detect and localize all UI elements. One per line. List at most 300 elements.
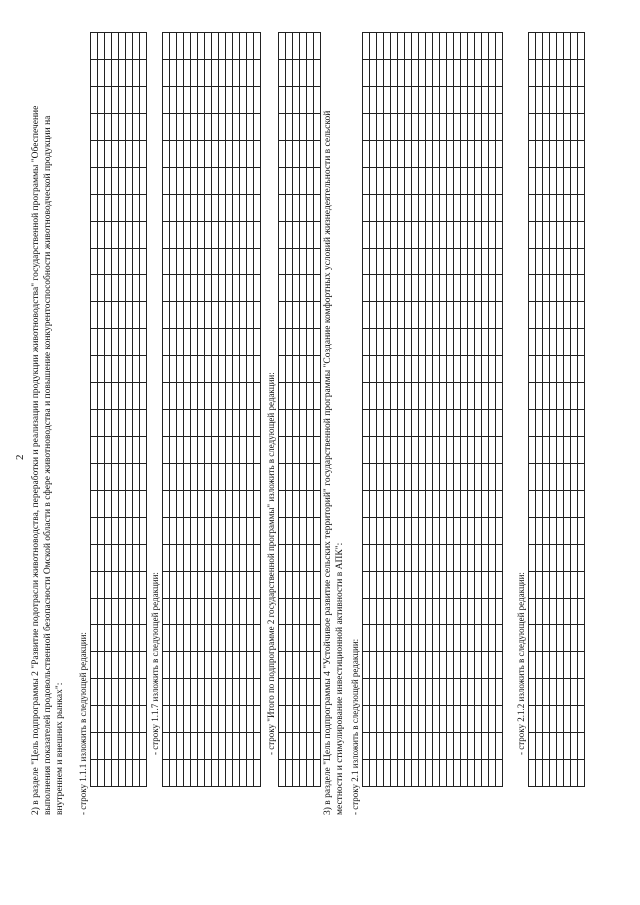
table-cell <box>198 60 205 87</box>
table-row <box>557 33 564 787</box>
table-cell <box>564 544 571 571</box>
table-cell <box>140 544 147 571</box>
table-cell <box>140 706 147 733</box>
table-cell <box>240 706 247 733</box>
table-cell <box>98 87 105 114</box>
table-cell <box>578 248 585 275</box>
table-cell <box>226 33 233 60</box>
table-cell <box>300 517 307 544</box>
table-cell <box>461 463 468 490</box>
table-cell <box>578 33 585 60</box>
table-cell <box>226 87 233 114</box>
table-cell <box>119 625 126 652</box>
table-cell <box>433 733 440 760</box>
table-cell <box>564 329 571 356</box>
table-cell <box>405 87 412 114</box>
table-cell <box>247 33 254 60</box>
table-cell <box>133 437 140 464</box>
table-cell <box>412 140 419 167</box>
table-cell <box>571 356 578 383</box>
table-cell <box>140 33 147 60</box>
table-cell <box>126 221 133 248</box>
table-row <box>468 33 475 787</box>
table-cell <box>454 625 461 652</box>
table-cell <box>454 248 461 275</box>
table-cell <box>482 733 489 760</box>
table-cell <box>370 598 377 625</box>
table-cell <box>536 544 543 571</box>
table-cell <box>91 356 98 383</box>
table-cell <box>419 437 426 464</box>
table-cell <box>170 383 177 410</box>
table-cell <box>412 598 419 625</box>
table-cell <box>426 598 433 625</box>
table-cell <box>489 87 496 114</box>
table-cell <box>112 652 119 679</box>
table-cell <box>468 87 475 114</box>
table-cell <box>300 383 307 410</box>
table-cell <box>170 571 177 598</box>
table-cell <box>314 410 321 437</box>
table-cell <box>233 194 240 221</box>
table-cell <box>496 329 503 356</box>
table-cell <box>384 356 391 383</box>
table-cell <box>191 544 198 571</box>
table-cell <box>226 571 233 598</box>
table-cell <box>557 437 564 464</box>
table-cell <box>286 60 293 87</box>
table-cell <box>233 598 240 625</box>
table-cell <box>112 571 119 598</box>
table-cell <box>419 33 426 60</box>
table-cell <box>447 113 454 140</box>
table-cell <box>489 33 496 60</box>
table-cell <box>550 302 557 329</box>
table-cell <box>279 437 286 464</box>
table-cell <box>314 140 321 167</box>
table-cell <box>440 625 447 652</box>
table-cell <box>377 652 384 679</box>
table-cell <box>170 87 177 114</box>
label-row-2-1: - строку 2.1 изложить в следующей редакции: <box>350 638 360 815</box>
table-cell <box>205 598 212 625</box>
table-cell <box>384 167 391 194</box>
table-cell <box>405 490 412 517</box>
table-cell <box>543 463 550 490</box>
table-cell <box>307 221 314 248</box>
table-cell <box>212 140 219 167</box>
table-cell <box>170 706 177 733</box>
table-cell <box>496 463 503 490</box>
table-cell <box>184 625 191 652</box>
table-cell <box>412 248 419 275</box>
table-cell <box>184 733 191 760</box>
table-cell <box>468 652 475 679</box>
table-cell <box>489 544 496 571</box>
table-cell <box>550 248 557 275</box>
table-cell <box>412 194 419 221</box>
table-cell <box>398 275 405 302</box>
table-cell <box>140 760 147 787</box>
table-cell <box>440 652 447 679</box>
table-cell <box>240 544 247 571</box>
table-cell <box>279 706 286 733</box>
table-cell <box>571 706 578 733</box>
table-row <box>370 33 377 787</box>
table-cell <box>91 598 98 625</box>
table-cell <box>212 302 219 329</box>
table-cell <box>412 544 419 571</box>
table-cell <box>219 113 226 140</box>
table-cell <box>377 571 384 598</box>
table-cell <box>198 356 205 383</box>
table-cell <box>198 383 205 410</box>
table-cell <box>293 544 300 571</box>
table-cell <box>300 356 307 383</box>
table-cell <box>126 733 133 760</box>
table-cell <box>419 194 426 221</box>
table-cell <box>496 410 503 437</box>
table-cell <box>391 275 398 302</box>
table-cell <box>405 60 412 87</box>
table-cell <box>112 302 119 329</box>
table-cell <box>412 733 419 760</box>
table-cell <box>370 652 377 679</box>
table-cell <box>536 87 543 114</box>
table-cell <box>419 706 426 733</box>
table-cell <box>482 652 489 679</box>
table-cell <box>543 221 550 248</box>
table-cell <box>177 113 184 140</box>
table-cell <box>468 356 475 383</box>
table-cell <box>433 383 440 410</box>
table-cell <box>233 733 240 760</box>
table-cell <box>496 490 503 517</box>
table-cell <box>307 544 314 571</box>
table-cell <box>307 194 314 221</box>
table-cell <box>419 463 426 490</box>
table-cell <box>377 410 384 437</box>
table-cell <box>454 33 461 60</box>
table-cell <box>461 733 468 760</box>
table-cell <box>391 302 398 329</box>
table-cell <box>529 356 536 383</box>
table-cell <box>564 760 571 787</box>
table-cell <box>98 679 105 706</box>
table-cell <box>191 33 198 60</box>
table-cell <box>126 248 133 275</box>
table-cell <box>163 544 170 571</box>
table-cell <box>405 383 412 410</box>
table-cell <box>578 221 585 248</box>
table-cell <box>177 356 184 383</box>
table-cell <box>91 625 98 652</box>
table-cell <box>405 652 412 679</box>
table-cell <box>254 598 261 625</box>
table-cell <box>184 706 191 733</box>
table-cell <box>384 329 391 356</box>
table-cell <box>391 140 398 167</box>
table-cell <box>419 571 426 598</box>
table-cell <box>529 302 536 329</box>
table-row <box>412 33 419 787</box>
table-cell <box>475 221 482 248</box>
table-cell <box>119 248 126 275</box>
table-cell <box>140 679 147 706</box>
table-cell <box>468 598 475 625</box>
table-cell <box>543 679 550 706</box>
table-cell <box>219 706 226 733</box>
table-cell <box>529 652 536 679</box>
table-cell <box>314 706 321 733</box>
table-cell <box>219 140 226 167</box>
table-cell <box>293 356 300 383</box>
table-cell <box>177 167 184 194</box>
table-cell <box>191 221 198 248</box>
table-cell <box>163 517 170 544</box>
table-row <box>391 33 398 787</box>
table-cell <box>419 248 426 275</box>
table-cell <box>550 87 557 114</box>
table-cell <box>286 706 293 733</box>
table-cell <box>119 437 126 464</box>
table-cell <box>426 221 433 248</box>
table-cell <box>475 679 482 706</box>
table-cell <box>133 275 140 302</box>
table-cell <box>240 679 247 706</box>
table-cell <box>468 544 475 571</box>
table-cell <box>405 598 412 625</box>
table-cell <box>384 410 391 437</box>
table-cell <box>163 383 170 410</box>
table-cell <box>205 167 212 194</box>
table-cell <box>454 652 461 679</box>
table-cell <box>550 490 557 517</box>
table-cell <box>184 140 191 167</box>
table-cell <box>279 140 286 167</box>
table-cell <box>105 302 112 329</box>
table-row <box>126 33 133 787</box>
table-cell <box>98 437 105 464</box>
table-cell <box>426 410 433 437</box>
table-cell <box>300 140 307 167</box>
table-cell <box>377 463 384 490</box>
table-cell <box>140 571 147 598</box>
table-cell <box>482 248 489 275</box>
table-cell <box>377 113 384 140</box>
table-cell <box>314 221 321 248</box>
table-cell <box>133 302 140 329</box>
table-cell <box>363 87 370 114</box>
table-cell <box>226 517 233 544</box>
table-cell <box>184 598 191 625</box>
table-cell <box>419 275 426 302</box>
table-cell <box>119 329 126 356</box>
table-cell <box>412 356 419 383</box>
table-cell <box>184 302 191 329</box>
table-cell <box>412 652 419 679</box>
table-cell <box>550 383 557 410</box>
table-cell <box>447 167 454 194</box>
table-cell <box>293 140 300 167</box>
table-cell <box>370 194 377 221</box>
table-cell <box>529 167 536 194</box>
table-cell <box>91 113 98 140</box>
table-cell <box>184 679 191 706</box>
table-row-2-1 <box>362 32 503 787</box>
table-cell <box>419 733 426 760</box>
table-cell <box>105 167 112 194</box>
table-cell <box>550 706 557 733</box>
table-cell <box>254 302 261 329</box>
table-cell <box>307 113 314 140</box>
table-cell <box>191 571 198 598</box>
table-cell <box>557 517 564 544</box>
table-cell <box>293 221 300 248</box>
table-cell <box>212 679 219 706</box>
table-cell <box>543 60 550 87</box>
table-cell <box>226 706 233 733</box>
table-cell <box>293 275 300 302</box>
table-cell <box>461 140 468 167</box>
table-cell <box>91 571 98 598</box>
table-cell <box>391 760 398 787</box>
table-cell <box>557 113 564 140</box>
table-cell <box>314 87 321 114</box>
table-cell <box>279 167 286 194</box>
table-cell <box>119 275 126 302</box>
table-cell <box>447 517 454 544</box>
table-cell <box>578 733 585 760</box>
table-cell <box>126 463 133 490</box>
table-cell <box>557 248 564 275</box>
table-cell <box>564 248 571 275</box>
table-cell <box>293 302 300 329</box>
table-cell <box>133 733 140 760</box>
table-cell <box>440 598 447 625</box>
table-cell <box>279 517 286 544</box>
table-cell <box>119 194 126 221</box>
table-cell <box>363 113 370 140</box>
table-cell <box>300 410 307 437</box>
table-cell <box>419 302 426 329</box>
table-cell <box>536 706 543 733</box>
table-cell <box>133 60 140 87</box>
table-cell <box>163 33 170 60</box>
table-cell <box>578 544 585 571</box>
table-cell <box>177 598 184 625</box>
table-cell <box>226 383 233 410</box>
table-cell <box>391 87 398 114</box>
table-cell <box>279 463 286 490</box>
table-cell <box>489 140 496 167</box>
table-cell <box>489 329 496 356</box>
table-cell <box>543 302 550 329</box>
table-cell <box>184 760 191 787</box>
table-cell <box>163 463 170 490</box>
table-cell <box>307 706 314 733</box>
table-cell <box>398 329 405 356</box>
table-cell <box>140 221 147 248</box>
table-cell <box>384 652 391 679</box>
table-cell <box>314 733 321 760</box>
table-cell <box>419 356 426 383</box>
table-cell <box>233 544 240 571</box>
table-cell <box>496 302 503 329</box>
table-cell <box>363 652 370 679</box>
table-cell <box>254 544 261 571</box>
table-cell <box>557 60 564 87</box>
table-cell <box>412 329 419 356</box>
table-cell <box>177 517 184 544</box>
table-row <box>440 33 447 787</box>
table-cell <box>363 463 370 490</box>
table-cell <box>363 437 370 464</box>
table-cell <box>247 275 254 302</box>
table-cell <box>571 194 578 221</box>
table-cell <box>475 571 482 598</box>
table-cell <box>279 625 286 652</box>
table-cell <box>233 410 240 437</box>
table-cell <box>91 167 98 194</box>
table-cell <box>398 760 405 787</box>
table-cell <box>279 679 286 706</box>
table-cell <box>377 60 384 87</box>
table-cell <box>240 733 247 760</box>
table-cell <box>286 437 293 464</box>
table-cell <box>529 248 536 275</box>
table-cell <box>286 679 293 706</box>
table-cell <box>571 490 578 517</box>
table-cell <box>219 275 226 302</box>
table-cell <box>240 652 247 679</box>
table-cell <box>198 87 205 114</box>
table-cell <box>398 33 405 60</box>
table-cell <box>254 760 261 787</box>
table-row <box>279 33 286 787</box>
table-cell <box>112 60 119 87</box>
table-cell <box>454 113 461 140</box>
table-cell <box>240 490 247 517</box>
table-cell <box>126 60 133 87</box>
table-cell <box>454 679 461 706</box>
table-cell <box>454 302 461 329</box>
table-cell <box>447 598 454 625</box>
table-cell <box>419 113 426 140</box>
table-cell <box>91 544 98 571</box>
table-cell <box>475 733 482 760</box>
table-row <box>314 33 321 787</box>
table-cell <box>286 625 293 652</box>
table-row <box>119 33 126 787</box>
table-cell <box>496 517 503 544</box>
table-cell <box>293 410 300 437</box>
table-cell <box>226 275 233 302</box>
table-cell <box>112 598 119 625</box>
table-cell <box>550 571 557 598</box>
table-cell <box>543 383 550 410</box>
table-cell <box>212 383 219 410</box>
table-cell <box>219 517 226 544</box>
table-cell <box>307 760 314 787</box>
table-cell <box>363 302 370 329</box>
table-cell <box>405 33 412 60</box>
table-cell <box>307 517 314 544</box>
label-row-1-1-1: - строку 1.1.1 изложить в следующей редакции: <box>78 632 88 815</box>
table-cell <box>461 383 468 410</box>
table-cell <box>412 221 419 248</box>
table-cell <box>240 60 247 87</box>
